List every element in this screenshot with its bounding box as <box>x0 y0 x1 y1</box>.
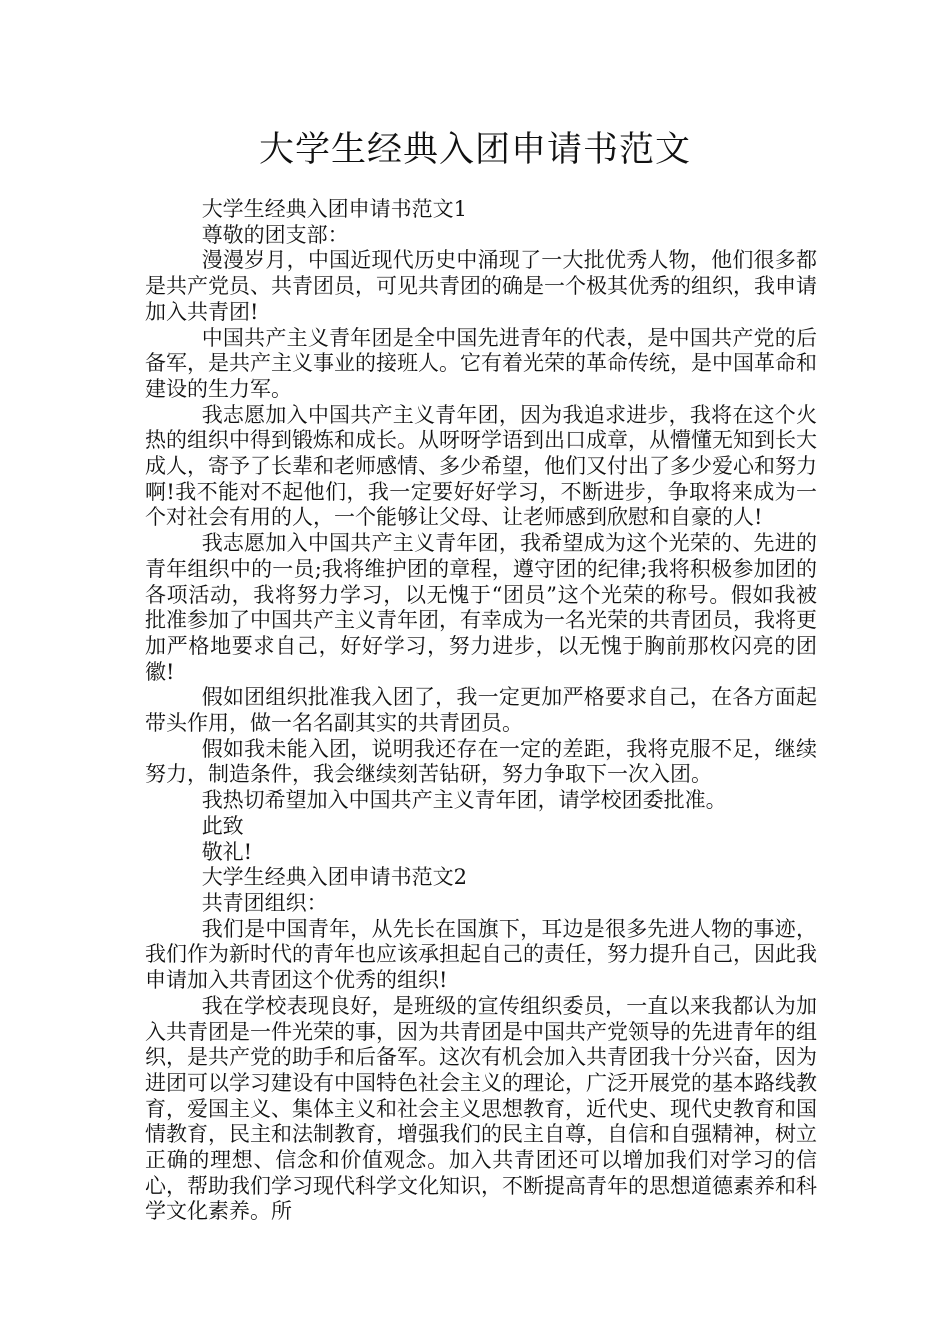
paragraph: 我们是中国青年，从先长在国旗下，耳边是很多先进人物的事迹，我们作为新时代的青年也应该承担起自己的责任，努力提升自己，因此我申请加入共青团这个优秀的组织! <box>145 916 817 993</box>
paragraph: 假如团组织批准我入团了，我一定更加严格要求自己，在各方面起带头作用，做一名名副其实的共青团员。 <box>145 685 817 736</box>
salutation-2: 共青团组织： <box>201 890 328 915</box>
paragraph: 中国共产主义青年团是全中国先进青年的代表，是中国共产党的后备军，是共产主义事业的接班人。它有着光荣的革命传统，是中国革命和建设的生力军。 <box>145 325 817 401</box>
salutation-1: 尊敬的团支部： <box>201 222 349 247</box>
paragraph: 我热切希望加入中国共产主义青年团，请学校团委批准。 <box>201 788 727 813</box>
paragraph: 我在学校表现良好，是班级的宣传组织委员，一直以来我都认为加入共青团是一件光荣的事，因为共青团是中国共产党领导的先进青年的组织，是共产党的助手和后备军。这次有机会加入共青团我十分兴奋，因为进团可以学习建设有中国特色社会主义的理论，广泛开展党的基本路线教育，爱国主义、集体主义和社会主义思想教育，近代史、现代史教育和国情教育，民主和法制教育，增强我们的民主自尊，自信和自强精神，树立正确的理想、信念和价值观念。加入共青团还可以增加我们对学习的信心，帮助我们学习现代科学文化知识，不断提高青年的思想道德素养和科学文化素养。所 <box>145 993 817 1224</box>
document-body <box>145 197 817 1225</box>
paragraph: 假如我未能入团，说明我还存在一定的差距，我将克服不足，继续努力，制造条件，我会继续刻苦钻研，努力争取下一次入团。 <box>145 736 817 787</box>
paragraph: 漫漫岁月，中国近现代历史中涌现了一大批优秀人物，他们很多都是共产党员、共青团员，可见共青团的确是一个极其优秀的组织，我申请加入共青团! <box>145 248 817 324</box>
paragraph: 我志愿加入中国共产主义青年团，因为我追求进步，我将在这个火热的组织中得到锻炼和成长。从呀呀学语到出口成章，从懵懂无知到长大成人，寄予了长辈和老师感情、多少希望，他们又付出了多少爱心和努力啊!我不能对不起他们，我一定要好好学习，不断进步，争取将来成为一个对社会有用的人，一个能够让父母、让老师感到欣慰和自豪的人! <box>145 402 817 530</box>
section-heading-2: 大学生经典入团申请书范文2 <box>201 865 468 890</box>
closing-line: 此致 <box>201 813 244 838</box>
paragraph: 我志愿加入中国共产主义青年团，我希望成为这个光荣的、先进的青年组织中的一员;我将维护团的章程，遵守团的纪律;我将积极参加团的各项活动，我将努力学习，以无愧于“团员”这个光荣的称号。假如我被批准参加了中国共产主义青年团，有幸成为一名光荣的共青团员，我将更加严格地要求自己，好好学习，努力进步，以无愧于胸前那枚闪亮的团徽! <box>145 531 817 684</box>
document-title: 大学生经典入团申请书范文 <box>258 130 691 170</box>
section-heading-1: 大学生经典入团申请书范文1 <box>201 197 468 221</box>
closing-salute: 敬礼! <box>201 839 253 864</box>
